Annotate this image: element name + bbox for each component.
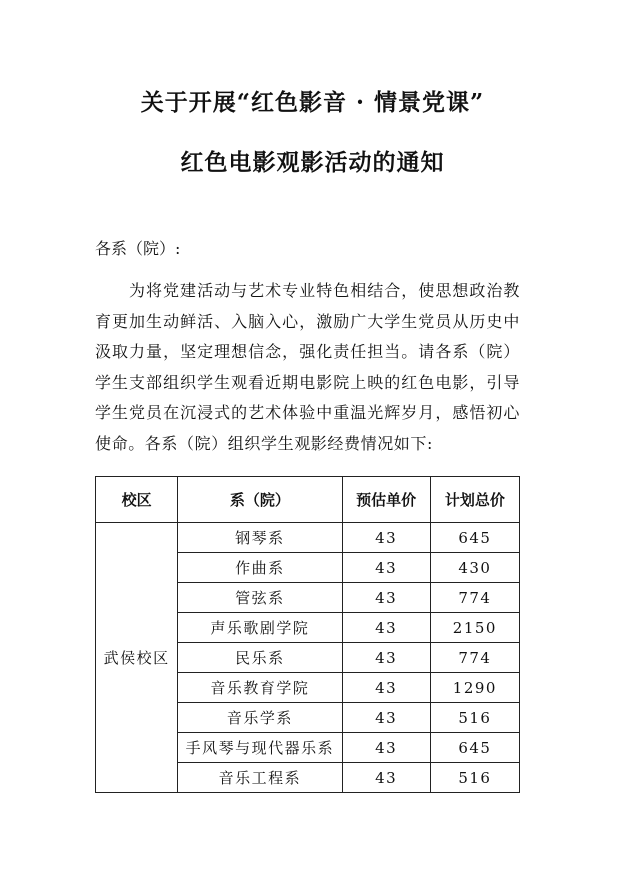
dept-cell: 声乐歌剧学院	[178, 613, 342, 643]
dept-cell: 音乐学系	[178, 703, 342, 733]
price-cell: 43	[342, 703, 430, 733]
notice-body-paragraph: 为将党建活动与艺术专业特色相结合，使思想政治教育更加生动鲜活、入脑入心，激励广大学生党员从历史中汲取力量，坚定理想信念，强化责任担当。请各系（院）学生支部组织学生观看近期电影院上映的红色电影，引导学生党员在沉浸式的艺术体验中重温光辉岁月，感悟初心使命。各系（院）组织学生观影经费情况如下:	[95, 281, 520, 453]
total-cell: 2150	[430, 613, 519, 643]
dept-cell: 音乐教育学院	[178, 673, 342, 703]
header-total-price: 计划总价	[430, 477, 519, 523]
notice-title-line-1: 关于开展“红色影音 · 情景党课”	[140, 89, 485, 116]
dept-cell: 民乐系	[178, 643, 342, 673]
price-cell: 43	[342, 553, 430, 583]
dept-cell: 音乐工程系	[178, 763, 342, 793]
header-department: 系（院）	[178, 477, 342, 523]
funding-table	[95, 476, 520, 793]
price-cell: 43	[342, 763, 430, 793]
dept-cell: 管弦系	[178, 583, 342, 613]
table-header-row	[96, 477, 520, 523]
header-campus: 校区	[96, 477, 178, 523]
campus-cell: 武侯校区	[96, 523, 178, 793]
table-row	[96, 523, 520, 553]
dept-cell: 手风琴与现代器乐系	[178, 733, 342, 763]
total-cell: 645	[430, 523, 519, 553]
total-cell: 430	[430, 553, 519, 583]
dept-cell: 钢琴系	[178, 523, 342, 553]
price-cell: 43	[342, 613, 430, 643]
total-cell: 1290	[430, 673, 519, 703]
salutation: 各系（院）:	[95, 239, 181, 258]
total-cell: 645	[430, 733, 519, 763]
price-cell: 43	[342, 643, 430, 673]
header-unit-price: 预估单价	[342, 477, 430, 523]
notice-title-line-2: 红色电影观影活动的通知	[180, 149, 445, 176]
total-cell: 774	[430, 643, 519, 673]
total-cell: 516	[430, 703, 519, 733]
dept-cell: 作曲系	[178, 553, 342, 583]
total-cell: 516	[430, 763, 519, 793]
price-cell: 43	[342, 733, 430, 763]
price-cell: 43	[342, 673, 430, 703]
price-cell: 43	[342, 583, 430, 613]
price-cell: 43	[342, 523, 430, 553]
total-cell: 774	[430, 583, 519, 613]
